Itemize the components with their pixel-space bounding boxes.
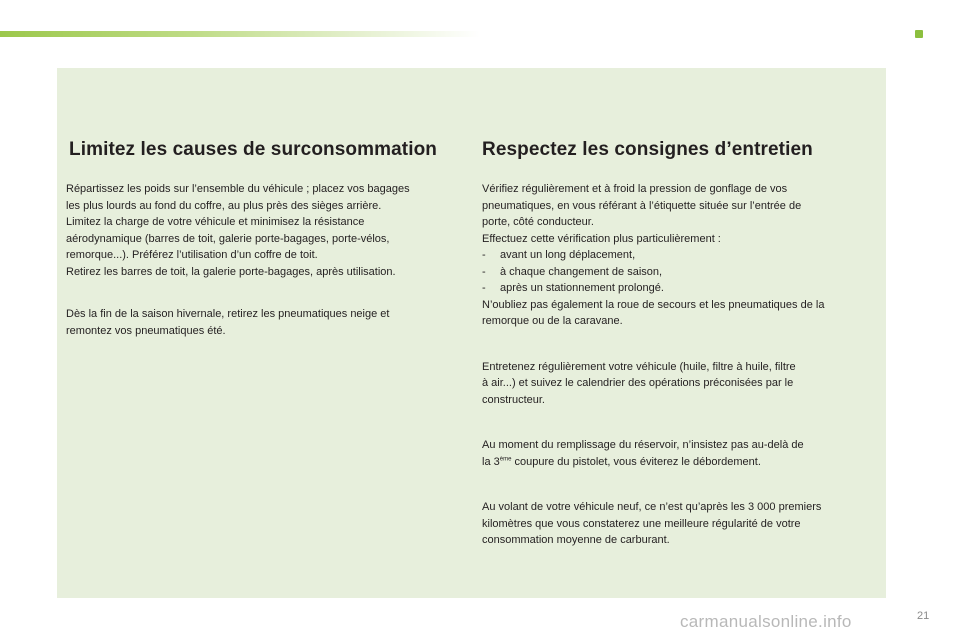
text-line: pneumatiques, en vous référant à l’étiquette située sur l’entrée de	[482, 199, 802, 212]
right-paragraph-1	[482, 181, 874, 247]
right-paragraph-1-end	[482, 297, 874, 330]
right-column	[482, 138, 874, 549]
text-line-end: coupure du pistolet, vous éviterez le débordement.	[511, 455, 761, 468]
left-section-title: Limitez les causes de surconsommation	[69, 139, 437, 160]
text-line-start: la 3	[482, 455, 500, 468]
text-line: Au moment du remplissage du réservoir, n’insistez pas au-delà de	[482, 439, 804, 451]
right-section-title: Respectez les consignes d’entretien	[482, 139, 813, 160]
text-line: N’oubliez pas également la roue de secours et les pneumatiques de la	[482, 298, 825, 311]
watermark-text: carmanualsonline.info	[680, 612, 852, 631]
text-line: Limitez la charge de votre véhicule et minimisez la résistance	[66, 216, 365, 228]
page-number: 21	[917, 610, 930, 622]
check-occasion-list	[482, 247, 874, 297]
text-line: Effectuez cette vérification plus particulièrement :	[482, 232, 721, 245]
text-line: les plus lourds au fond du coffre, au plus près des sièges arrière.	[66, 199, 382, 212]
text-line: Au volant de votre véhicule neuf, ce n’est qu’après les 3 000 premiers	[482, 501, 822, 513]
text-line: Vérifiez régulièrement et à froid la pression de gonflage de vos	[482, 183, 788, 195]
left-paragraph-2	[66, 306, 458, 339]
text-line: remorque...). Préférez l’utilisation d’un coffre de toit.	[66, 249, 318, 261]
right-paragraph-2	[482, 359, 874, 409]
right-paragraph-3	[482, 437, 874, 470]
corner-square-icon	[915, 30, 923, 38]
text-line: porte, côté conducteur.	[482, 216, 594, 228]
text-line: consommation moyenne de carburant.	[482, 534, 670, 546]
left-column	[66, 138, 458, 339]
text-line: remontez vos pneumatiques été.	[66, 324, 226, 337]
text-line: aérodynamique (barres de toit, galerie porte-bagages, porte-vélos,	[66, 232, 390, 245]
left-paragraph-1	[66, 181, 458, 280]
text-line: à air...) et suivez le calendrier des opérations préconisées par le	[482, 377, 794, 389]
ordinal-suffix: ème	[499, 455, 512, 462]
text-line: Dès la fin de la saison hivernale, retirez les pneumatiques neige et	[66, 308, 390, 320]
text-line: remorque ou de la caravane.	[482, 315, 623, 327]
text-line: Entretenez régulièrement votre véhicule (huile, filtre à huile, filtre	[482, 360, 796, 373]
text-line: Retirez les barres de toit, la galerie porte-bagages, après utilisation.	[66, 265, 396, 278]
right-paragraph-4	[482, 499, 874, 549]
list-item: - avant un long déplacement,	[482, 247, 874, 264]
text-line: constructeur.	[482, 393, 545, 406]
list-item: - à chaque changement de saison,	[482, 264, 874, 281]
list-item: - après un stationnement prolongé.	[482, 280, 874, 297]
text-line: kilomètres que vous constaterez une meilleure régularité de votre	[482, 517, 801, 530]
text-line: Répartissez les poids sur l’ensemble du véhicule ; placez vos bagages	[66, 183, 410, 195]
header-accent-bar	[0, 31, 480, 37]
